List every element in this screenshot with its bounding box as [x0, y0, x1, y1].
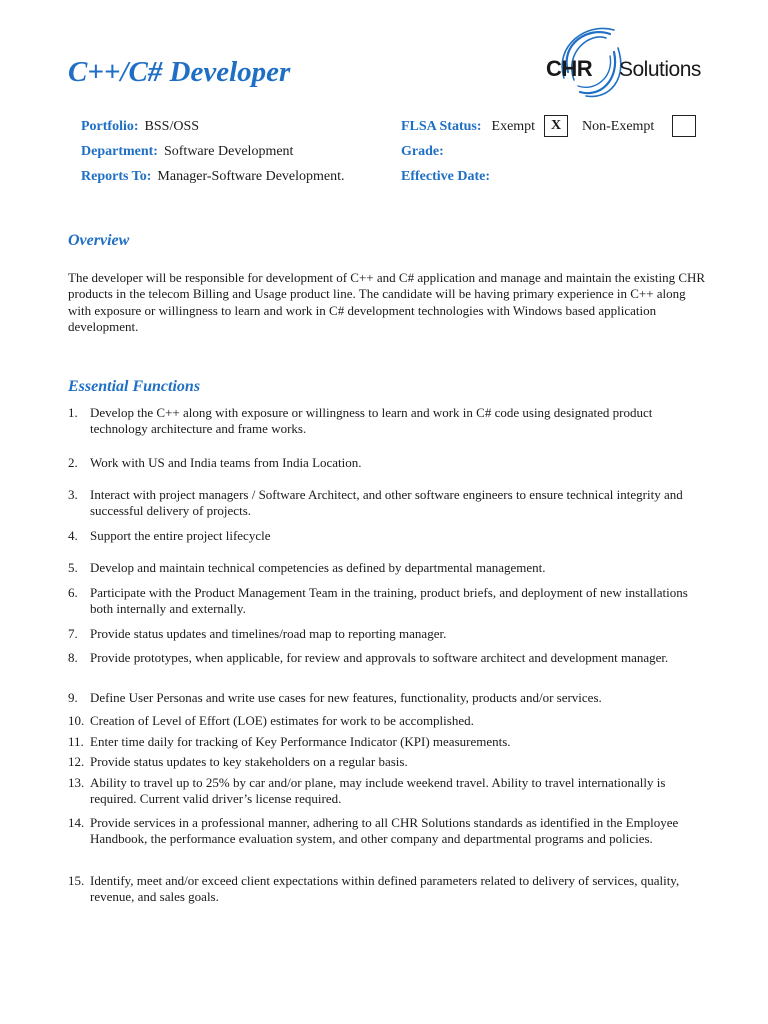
essential-functions-heading: Essential Functions: [68, 378, 201, 395]
list-item: [68, 455, 708, 471]
list-item-text: Enter time daily for tracking of Key Performance Indicator (KPI) measurements.: [90, 734, 511, 749]
reports-to-label: Reports To:: [81, 169, 152, 184]
grade-label: Grade:: [401, 144, 444, 159]
reports-to-value: Manager-Software Development.: [157, 169, 345, 184]
list-item: [68, 775, 708, 808]
overview-text: The developer will be responsible for development of C++ and C# application and manage and maintain the existing CHR products in the telecom Billing and Usage product line. The candidate will be having primary experience in C++ along with exposure or willingness to learn and work in C# development technologies with Windows based application development.: [68, 270, 706, 335]
list-item: [68, 626, 708, 642]
company-logo: [540, 22, 706, 100]
exempt-checkbox[interactable]: X: [544, 115, 568, 137]
grade-row: [401, 143, 450, 161]
reports-to-row: [81, 168, 345, 186]
list-item-text: Interact with project managers / Software Architect, and other software engineers to ensure technical integrity and successful delivery of projects.: [90, 487, 683, 519]
list-item-number: 3.: [68, 487, 78, 502]
list-item: [68, 754, 708, 770]
list-item-number: 2.: [68, 455, 78, 470]
list-item-number: 12.: [68, 754, 85, 769]
list-item-text: Provide services in a professional manner, adhering to all CHR Solutions standards as identified in the Employee Handbook, the performance evaluation system, and other company and departmental programs and policies.: [90, 815, 679, 847]
list-item: [68, 734, 708, 750]
list-item-number: 9.: [68, 690, 78, 705]
portfolio-row: [81, 118, 199, 136]
list-item-number: 7.: [68, 626, 78, 641]
department-label: Department:: [81, 144, 158, 159]
list-item-number: 4.: [68, 528, 78, 543]
list-item-number: 10.: [68, 713, 85, 728]
list-item: [68, 713, 708, 729]
list-item-number: 5.: [68, 560, 78, 575]
list-item-text: Provide prototypes, when applicable, for review and approvals to software architect and development manager.: [90, 650, 669, 665]
list-item-number: 8.: [68, 650, 78, 665]
list-item: [68, 487, 708, 520]
list-item-number: 15.: [68, 873, 85, 888]
flsa-exempt-label: Exempt: [491, 119, 536, 134]
list-item-text: Participate with the Product Management Team in the training, product briefs, and deployment of new installations both internally and externally.: [90, 585, 688, 617]
list-item-text: Provide status updates to key stakeholders on a regular basis.: [90, 754, 408, 769]
page-title: C++/C# Developer: [68, 56, 291, 88]
logo-text-chr: CHR: [546, 56, 593, 81]
flsa-label: FLSA Status:: [401, 119, 482, 134]
list-item: [68, 650, 708, 666]
logo-text-solutions: Solutions: [619, 58, 701, 81]
effective-date-label: Effective Date:: [401, 169, 491, 184]
list-item-text: Work with US and India teams from India Location.: [90, 455, 362, 470]
list-item: [68, 815, 708, 848]
list-item-text: Define User Personas and write use cases for new features, functionality, products and/or services.: [90, 690, 602, 705]
list-item-text: Ability to travel up to 25% by car and/or plane, may include weekend travel. Ability to travel internationally is required. Current valid driver’s license required.: [90, 775, 666, 807]
list-item-text: Support the entire project lifecycle: [90, 528, 271, 543]
portfolio-value: BSS/OSS: [144, 119, 200, 134]
list-item: [68, 405, 708, 438]
list-item-text: Provide status updates and timelines/road map to reporting manager.: [90, 626, 447, 641]
list-item-number: 1.: [68, 405, 78, 420]
list-item-text: Identify, meet and/or exceed client expectations within defined parameters related to delivery of services, quality, revenue, and sales goals.: [90, 873, 680, 905]
portfolio-label: Portfolio:: [81, 119, 139, 134]
non-exempt-row: [582, 118, 654, 136]
list-item-text: Creation of Level of Effort (LOE) estimates for work to be accomplished.: [90, 713, 474, 728]
list-item-text: Develop the C++ along with exposure or willingness to learn and work in C# code using designated product technology architecture and frame works.: [90, 405, 653, 437]
department-row: [81, 143, 293, 161]
list-item: [68, 873, 708, 906]
list-item: [68, 560, 708, 576]
list-item-number: 13.: [68, 775, 85, 790]
list-item: [68, 528, 708, 544]
non-exempt-checkbox[interactable]: [672, 115, 696, 137]
list-item-text: Develop and maintain technical competencies as defined by departmental management.: [90, 560, 546, 575]
flsa-non-exempt-label: Non-Exempt: [582, 119, 655, 134]
effective-date-row: [401, 168, 496, 186]
overview-heading: Overview: [68, 232, 130, 249]
flsa-row: [401, 118, 535, 136]
department-value: Software Development: [163, 144, 294, 159]
list-item-number: 6.: [68, 585, 78, 600]
list-item: [68, 585, 708, 618]
list-item-number: 11.: [68, 734, 84, 749]
list-item-number: 14.: [68, 815, 85, 830]
list-item: [68, 690, 708, 706]
